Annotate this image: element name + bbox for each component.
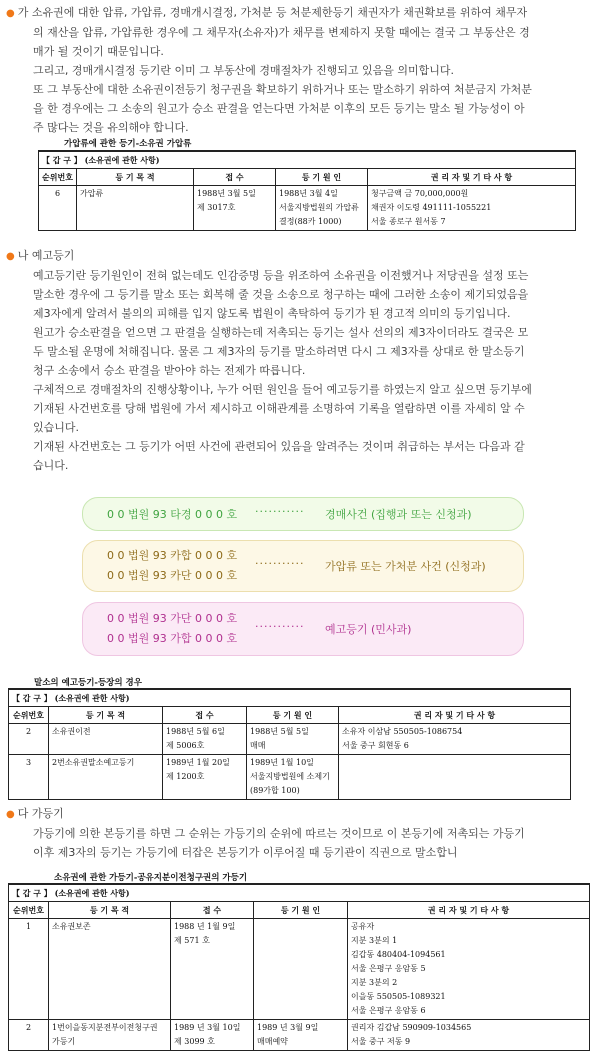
cell-line: 1988년 3월 5일 <box>197 189 256 198</box>
cell-line: 1 <box>25 922 32 931</box>
paragraph-line: 원고가 승소판결을 얻으면 그 판결을 실행하는데 저촉되는 등기는 설사 선의의 제3자이더라도 결국은 모 <box>33 326 529 339</box>
cell-line: 1988 년 1월 9일 <box>174 922 236 931</box>
cell-line: 지분 3분의 2 <box>351 978 398 987</box>
cell-line: 제 5006호 <box>166 741 205 750</box>
section-da <box>6 804 591 862</box>
table2-caption: 말소의 예고등기-등장의 경우 <box>34 678 142 688</box>
paragraph-line: 있습니다. <box>33 421 80 434</box>
cell-line: 결정(88카 1000) <box>279 217 342 226</box>
table-cell <box>9 919 49 1020</box>
section-subject: (소유권에 관한 사항) <box>51 693 130 703</box>
table-row <box>9 919 590 1020</box>
column-header: 등 기 목 적 <box>49 902 171 919</box>
paragraph-line: 말소한 경우에 그 등기를 말소 또는 회복해 줄 것을 소송으로 청구하는 때에 그러한 소송이 제기되었음을 <box>33 288 529 301</box>
case-pill <box>82 497 524 531</box>
column-header: 등 기 원 인 <box>247 707 339 724</box>
case-pill <box>82 602 524 656</box>
cell-line: 가등기 <box>52 1037 76 1046</box>
register-table-2 <box>8 688 571 800</box>
table-cell <box>247 755 339 800</box>
case-code: 0 0 법원 93 카단 0 0 0 호 <box>107 569 238 582</box>
column-header: 접 수 <box>171 902 254 919</box>
table-cell <box>339 724 571 755</box>
cell-line: 소유권이전 <box>52 727 91 736</box>
table1-caption: 가압류에 관한 등기-소유권 가압류 <box>64 139 192 149</box>
column-header: 순위번호 <box>39 169 77 186</box>
table-cell <box>77 186 194 231</box>
table-cell <box>49 755 163 800</box>
table-header-row <box>9 902 590 919</box>
section-da-text <box>6 824 591 862</box>
case-pill <box>82 540 524 592</box>
cell-line: 이을동 550505-1089321 <box>351 992 446 1001</box>
table-cell <box>276 186 368 231</box>
table-cell <box>49 1020 171 1051</box>
paragraph-line: 예고등기란 등기원인이 전혀 없는데도 인감증명 등을 위조하여 소유권을 이전했거나 저당권을 설정 또는 <box>33 269 529 282</box>
cell-line: 서울지방법원에 소제기 <box>250 772 330 781</box>
table-cell <box>194 186 276 231</box>
column-header: 권 리 자 및 기 타 사 항 <box>348 902 590 919</box>
register-table-1 <box>38 150 576 231</box>
cell-line: 서울 중구 회현동 6 <box>342 741 409 750</box>
paragraph-line: 구체적으로 경매절차의 진행상황이나, 누가 어떤 원인을 들어 예고등기를 하였는지 알고 싶으면 등기부에 <box>33 383 532 396</box>
cell-line: 서울 은평구 응암동 5 <box>351 964 426 973</box>
cell-line: 2 <box>25 727 32 736</box>
dotted-leader: ··········· <box>255 620 305 633</box>
cell-line: 3 <box>25 758 32 767</box>
table-row <box>9 724 571 755</box>
paragraph-line: 또 그 부동산에 대한 소유권이전등기 청구권을 확보하기 위하거나 또는 말소하기 위하여 처분금지 가처분 <box>33 83 532 96</box>
table-cell <box>254 919 348 1020</box>
column-header: 접 수 <box>194 169 276 186</box>
paragraph-line: 매가 될 것이기 때문입니다. <box>33 45 164 58</box>
cell-line: 김갑동 480404-1094561 <box>351 950 446 959</box>
cell-line: 지분 3분의 1 <box>351 936 398 945</box>
bullet-icon: ● <box>6 8 15 19</box>
column-header: 접 수 <box>163 707 247 724</box>
case-code: 0 0 법원 93 가단 0 0 0 호 <box>107 612 238 625</box>
table-cell <box>348 919 590 1020</box>
paragraph-line: 제3자에게 알려서 불의의 피해를 입지 않도록 법원이 촉탁하여 등기가 된 경고적 의미의 등기입니다. <box>33 307 511 320</box>
cell-line: 청구금액 금 70,000,000원 <box>371 189 469 198</box>
table-cell <box>9 724 49 755</box>
section-subject: (소유권에 관한 사항) <box>51 888 130 898</box>
paragraph-line: 이후 제3자의 등기는 가등기에 터잡은 본등기가 이루어질 때 등기관이 직권으로 말소합니 <box>33 846 458 859</box>
cell-line: 제 1200호 <box>166 772 205 781</box>
section-na <box>6 246 591 475</box>
cell-line: 소유자 이삼남 550505-1086754 <box>342 727 463 736</box>
cell-line: 2 <box>25 1023 32 1032</box>
table-title-row <box>9 689 571 707</box>
column-header: 순위번호 <box>9 707 49 724</box>
section-subject: (소유권에 관한 사항) <box>81 155 160 165</box>
dotted-leader: ··········· <box>255 505 305 518</box>
table-cell <box>254 1020 348 1051</box>
cell-line: 권리자 김갑남 590909-1034565 <box>351 1023 472 1032</box>
cell-line <box>342 756 567 770</box>
case-code: 0 0 법원 93 카합 0 0 0 호 <box>107 549 238 562</box>
table-cell <box>171 1020 254 1051</box>
case-code: 0 0 법원 93 타경 0 0 0 호 <box>107 508 238 521</box>
paragraph-line <box>6 3 591 23</box>
table-row <box>39 186 576 231</box>
table-row <box>9 755 571 800</box>
paragraph-line: 그리고, 경매개시결정 등기란 이미 그 부동산에 경매절차가 진행되고 있음을 의미합니다. <box>33 64 454 77</box>
table-cell <box>247 724 339 755</box>
table-cell <box>171 919 254 1020</box>
case-description: 경매사건 (집행과 또는 신청과) <box>325 508 472 521</box>
paragraph-line: 습니다. <box>33 459 69 472</box>
cell-line: 1988년 5월 6일 <box>166 727 225 736</box>
cell-line: 1988년 3월 4일 <box>279 189 338 198</box>
column-header: 등 기 목 적 <box>49 707 163 724</box>
cell-line: 공유자 <box>351 922 375 931</box>
cell-line: 서울 은평구 응암동 6 <box>351 1006 426 1015</box>
table-row <box>9 1020 590 1051</box>
column-header: 권 리 자 및 기 타 사 항 <box>368 169 576 186</box>
cell-line: 1989 년 3월 10일 <box>174 1023 241 1032</box>
bullet-icon: ● <box>6 251 15 262</box>
cell-line: (89가합 100) <box>250 786 300 795</box>
table-cell <box>368 186 576 231</box>
table-cell <box>9 1020 49 1051</box>
paragraph-line: 두 말소될 운명에 처해집니다. 물론 그 제3자의 등기를 말소하려면 다시 그 제3자를 상대로 한 말소등기 <box>33 345 525 358</box>
column-header: 등 기 목 적 <box>77 169 194 186</box>
cell-line <box>257 920 344 934</box>
table-cell <box>9 755 49 800</box>
paragraph-line: 의 재산을 압류, 가압류한 경우에 그 채무자(소유자)가 채무를 변제하지 못할 때에는 결국 그 부동산은 경 <box>33 26 530 39</box>
cell-line: 6 <box>54 189 61 198</box>
paragraph-line: 청구 소송에서 승소 판결을 받아야 하는 전제가 따릅니다. <box>33 364 306 377</box>
table-title-cell <box>39 151 576 169</box>
case-description: 예고등기 (민사과) <box>325 623 412 636</box>
cell-line: 서울 종로구 원서동 7 <box>371 217 446 226</box>
cell-line: 1989년 1월 20일 <box>166 758 230 767</box>
paragraph-line: 을 한 경우에는 그 소송의 원고가 승소 판결을 얻는다면 가처분 이후의 모든 등기는 말소 될 가능성이 아 <box>33 102 525 115</box>
bullet-icon: ● <box>6 809 15 820</box>
paragraph-line: 기재된 사건번호를 당해 법원에 가서 제시하고 이해관계를 소명하여 기록을 열람하면 이를 자세히 알 수 <box>33 402 525 415</box>
table-cell <box>339 755 571 800</box>
register-table-3 <box>8 883 590 1051</box>
section-na-text <box>6 266 591 475</box>
table-title-row <box>39 151 576 169</box>
section-marker: 【 갑 구 】 <box>12 693 52 703</box>
paragraph-line: 가등기에 의한 본등기를 하면 그 순위는 가등기의 순위에 따르는 것이므로 이 본등기에 저촉되는 가등기 <box>33 827 525 840</box>
dotted-leader: ··········· <box>255 557 305 570</box>
cell-line: 1988년 5월 5일 <box>250 727 309 736</box>
cell-line: 서울지방법원의 가압류 <box>279 203 359 212</box>
cell-line: 제 3017호 <box>197 203 236 212</box>
table-cell <box>163 755 247 800</box>
section-marker: 【 갑 구 】 <box>12 888 52 898</box>
cell-line: 가압류 <box>80 189 104 198</box>
section-na-heading: 나 예고등기 <box>17 249 75 262</box>
paragraph-line: 기재된 사건번호는 그 등기가 어떤 사건에 관련되어 있음을 알려주는 것이며 취급하는 부서는 다음과 같 <box>33 440 525 453</box>
case-description: 가압류 또는 가처분 사건 (신청과) <box>325 560 486 573</box>
cell-line: 제 3099 호 <box>174 1037 215 1046</box>
table-title-cell <box>9 689 571 707</box>
cell-line: 2번소유권말소예고등기 <box>52 758 135 767</box>
table-title-row <box>9 884 590 902</box>
table-cell <box>49 919 171 1020</box>
cell-line: 매매 <box>250 741 266 750</box>
cell-line: 서울 중구 저동 9 <box>351 1037 411 1046</box>
section-da-heading: 다 가등기 <box>17 807 64 820</box>
column-header: 등 기 원 인 <box>254 902 348 919</box>
cell-line: 매매예약 <box>257 1037 288 1046</box>
cell-line: 채권자 이도령 491111-1055221 <box>371 203 492 212</box>
table-cell <box>39 186 77 231</box>
column-header: 순위번호 <box>9 902 49 919</box>
section-ga <box>6 3 591 137</box>
table-header-row <box>39 169 576 186</box>
table-cell <box>163 724 247 755</box>
cell-line: 1989 년 3월 9일 <box>257 1023 319 1032</box>
table-title-cell <box>9 884 590 902</box>
table-header-row <box>9 707 571 724</box>
table-cell <box>49 724 163 755</box>
cell-line: 1989년 1월 10일 <box>250 758 314 767</box>
cell-line: 소유권보존 <box>52 922 91 931</box>
column-header: 등 기 원 인 <box>276 169 368 186</box>
paragraph-line: 주 많다는 것을 유의해야 합니다. <box>33 121 189 134</box>
cell-line: 1번이을동지분전부이전청구권 <box>52 1023 158 1032</box>
table3-caption: 소유권에 관한 가등기-공유지분이전청구권의 가등기 <box>54 873 248 883</box>
paragraph-text: 가 소유권에 대한 압류, 가압류, 경매개시결정, 가처분 등 처분제한등기 채권자가 채권확보를 위하여 채무자 <box>17 6 528 19</box>
table-cell <box>348 1020 590 1051</box>
case-code: 0 0 법원 93 가합 0 0 0 호 <box>107 632 238 645</box>
section-marker: 【 갑 구 】 <box>42 155 82 165</box>
section-ga-text <box>6 3 591 137</box>
cell-line: 제 571 호 <box>174 936 210 945</box>
column-header: 권 리 자 및 기 타 사 항 <box>339 707 571 724</box>
